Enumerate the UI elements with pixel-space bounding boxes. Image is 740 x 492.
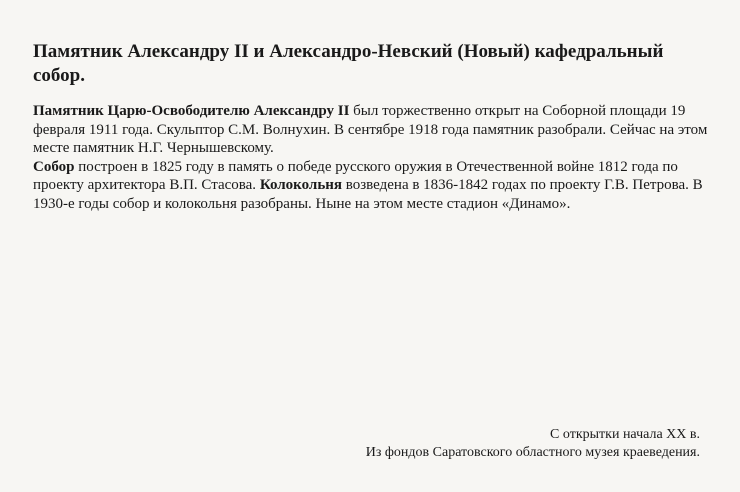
paragraph-cathedral [33, 158, 723, 214]
paragraph-monument [33, 102, 723, 158]
monument-name: Памятник Царю-Освободителю Александру II [33, 103, 350, 119]
source-credit [366, 426, 700, 462]
bell-tower-name: Колокольня [259, 177, 343, 194]
bell-tower-text: возведена в 1836-1842 годах по проекту Г.В. Петрова. В 1930-е годы собор и колокольня разобраны. Ныне на этом месте стадион «Динамо». [33, 177, 703, 212]
description [33, 102, 723, 214]
monument-text: был торжественно открыт на Соборной площади 19 февраля 1911 года. Скульптор С.М. Волнухин. В сентябре 1918 года памятник разобрали. Сейчас на этом месте памятник Н.Г. Чернышевскому. [33, 103, 708, 157]
cathedral-text: построен в 1825 году в память о победе русского оружия в Отечественной войне 1812 года по проекту архитектора В.П. Стасова. [33, 158, 678, 194]
postcard-source: С открытки начала XX в. [550, 427, 700, 442]
page-title: Памятник Александру II и Александро-Невский (Новый) кафедральный собор. [33, 41, 664, 86]
museum-credit: Из фондов Саратовского областного музея краеведения. [365, 445, 700, 460]
cathedral-name: Собор [33, 158, 75, 175]
